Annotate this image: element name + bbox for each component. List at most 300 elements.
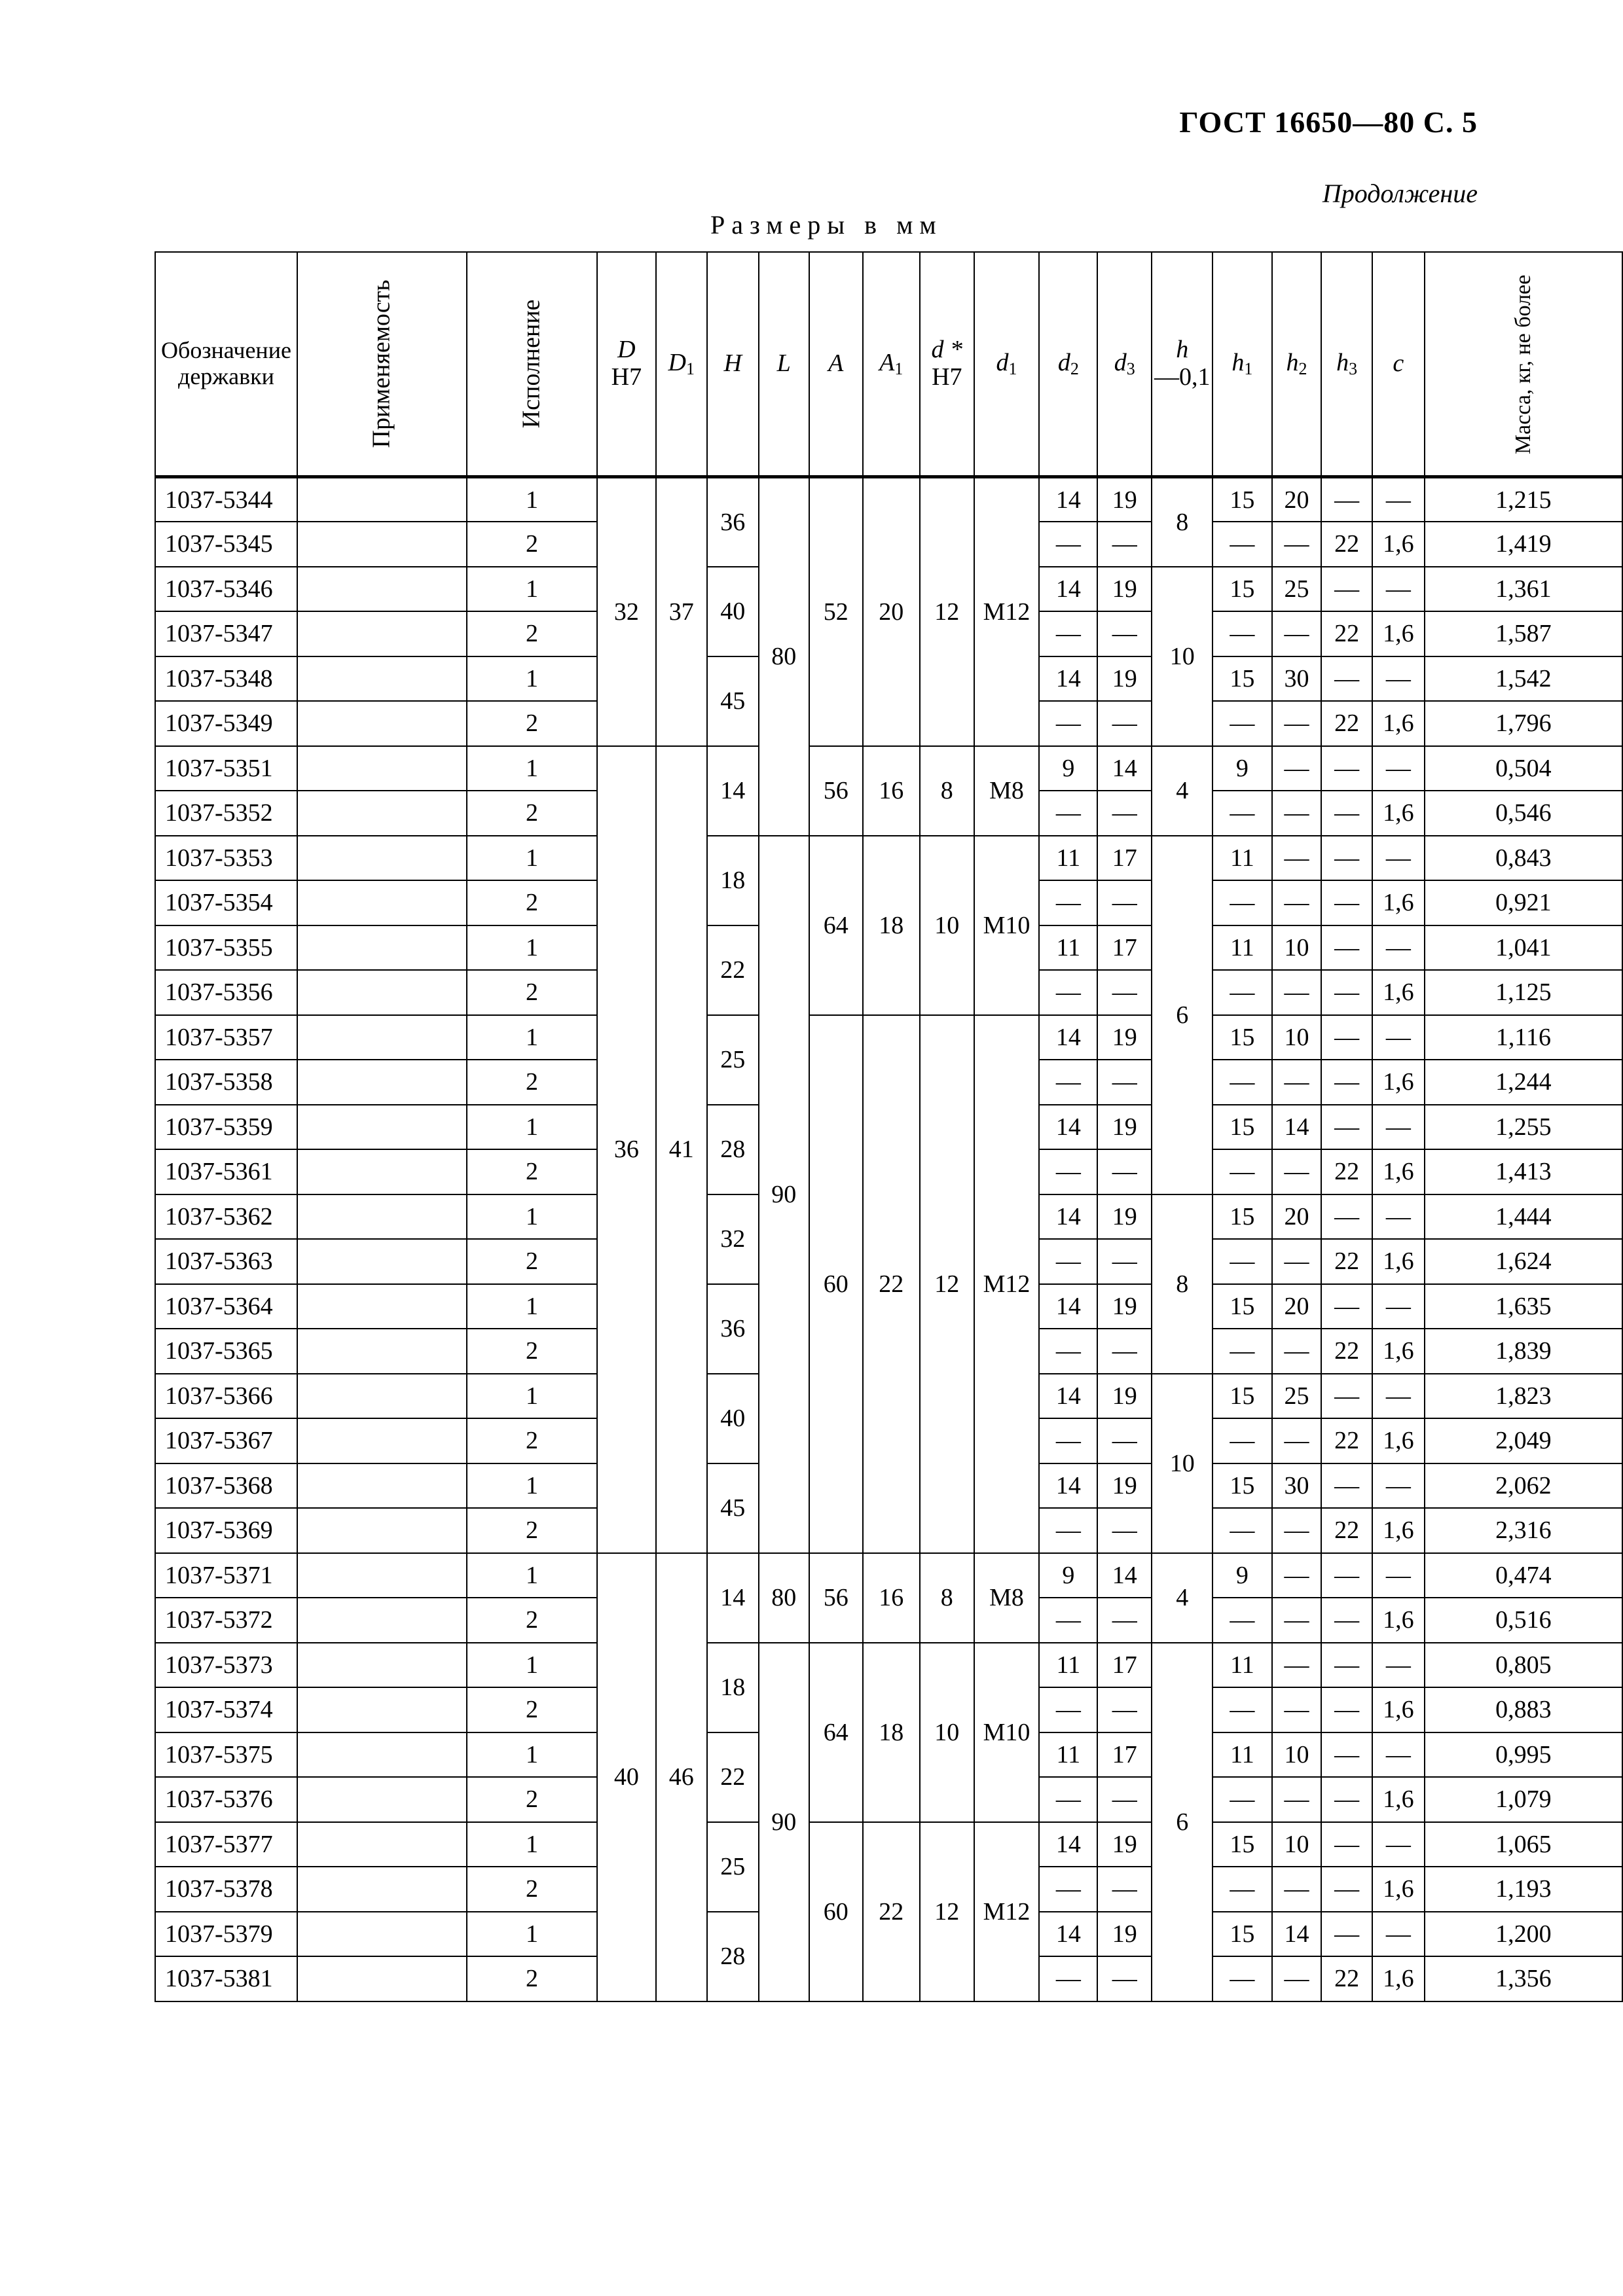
cell-mass: 1,419 [1425, 522, 1622, 567]
cell-c: — [1372, 1015, 1425, 1060]
cell-h3: 22 [1321, 1239, 1372, 1284]
cell-h1: — [1213, 970, 1271, 1015]
cell-h2: — [1272, 1239, 1322, 1284]
cell-h3: — [1321, 1867, 1372, 1912]
cell-designation: 1037-5363 [155, 1239, 297, 1284]
cell-designation: 1037-5373 [155, 1643, 297, 1688]
cell-h: 25 [707, 1822, 759, 1912]
cell-d3: 19 [1097, 1194, 1152, 1240]
cell-mass: 0,546 [1425, 791, 1622, 836]
cell-h3: 22 [1321, 1149, 1372, 1194]
cell-c: 1,6 [1372, 1239, 1425, 1284]
cell-designation: 1037-5377 [155, 1822, 297, 1867]
cell-applicability [297, 1418, 467, 1463]
cell-mass: 1,244 [1425, 1060, 1622, 1105]
cell-d3: — [1097, 1060, 1152, 1105]
cell-d2: 9 [1039, 1553, 1097, 1598]
cell-h3: 22 [1321, 1418, 1372, 1463]
cell-execution: 2 [467, 1060, 597, 1105]
cell-execution: 1 [467, 1912, 597, 1957]
cell-mass: 1,624 [1425, 1239, 1622, 1284]
cell-d2: — [1039, 1867, 1097, 1912]
cell-applicability [297, 1912, 467, 1957]
cell-designation: 1037-5379 [155, 1912, 297, 1957]
cell-d2: 14 [1039, 1284, 1097, 1329]
cell-d2: 14 [1039, 567, 1097, 612]
cell-h2: — [1272, 836, 1322, 881]
cell-h3: — [1321, 1060, 1372, 1105]
cell-d2: — [1039, 1598, 1097, 1643]
cell-l: 90 [759, 1643, 809, 2001]
cell-d: 32 [597, 477, 656, 746]
cell-applicability [297, 1508, 467, 1553]
cell-c: — [1372, 1105, 1425, 1150]
cell-applicability [297, 522, 467, 567]
cell-h2: 20 [1272, 1284, 1322, 1329]
cell-c: 1,6 [1372, 522, 1425, 567]
cell-designation: 1037-5374 [155, 1687, 297, 1732]
cell-designation: 1037-5381 [155, 1956, 297, 2001]
cell-execution: 2 [467, 970, 597, 1015]
cell-h2: 10 [1272, 1732, 1322, 1778]
cell-h3: — [1321, 880, 1372, 925]
cell-d: 40 [597, 1553, 656, 2001]
cell-execution: 2 [467, 880, 597, 925]
cell-a: 56 [809, 1553, 863, 1643]
cell-h3: 22 [1321, 1956, 1372, 2001]
cell-execution: 2 [467, 701, 597, 746]
col-h3: $h_3$ [1321, 252, 1372, 477]
cell-d3: — [1097, 1598, 1152, 1643]
cell-h2: — [1272, 1060, 1322, 1105]
cell-execution: 2 [467, 1777, 597, 1822]
cell-a: 56 [809, 746, 863, 836]
cell-c: — [1372, 1374, 1425, 1419]
cell-h3: — [1321, 746, 1372, 791]
cell-execution: 2 [467, 1867, 597, 1912]
cell-execution: 2 [467, 1687, 597, 1732]
cell-d1: M10 [974, 836, 1040, 1015]
cell-h1: 9 [1213, 746, 1271, 791]
cell-d2: 11 [1039, 1643, 1097, 1688]
cell-applicability [297, 1732, 467, 1778]
cell-h1: — [1213, 1060, 1271, 1105]
cell-execution: 2 [467, 1149, 597, 1194]
cell-execution: 1 [467, 1822, 597, 1867]
cell-h: 25 [707, 1015, 759, 1105]
cell-designation: 1037-5357 [155, 1015, 297, 1060]
cell-h1: 15 [1213, 1463, 1271, 1509]
col-d1: $d_1$ [974, 252, 1040, 477]
cell-d3: — [1097, 522, 1152, 567]
cell-mass: 1,361 [1425, 567, 1622, 612]
cell-d2: — [1039, 1239, 1097, 1284]
cell-d: 8 [920, 746, 974, 836]
cell-d: 12 [920, 1822, 974, 2001]
cell-applicability [297, 1822, 467, 1867]
cell-h2: — [1272, 522, 1322, 567]
cell-applicability [297, 970, 467, 1015]
cell-h3: 22 [1321, 611, 1372, 656]
cell-d3: 19 [1097, 477, 1152, 522]
cell-h3: — [1321, 656, 1372, 702]
cell-c: 1,6 [1372, 701, 1425, 746]
col-d3: $d_3$ [1097, 252, 1152, 477]
table-row [155, 836, 1622, 881]
cell-d2: — [1039, 1418, 1097, 1463]
cell-d3: 14 [1097, 746, 1152, 791]
cell-applicability [297, 1956, 467, 2001]
cell-d3: — [1097, 880, 1152, 925]
cell-h: 8 [1152, 1194, 1213, 1374]
cell-c: 1,6 [1372, 880, 1425, 925]
cell-h: 40 [707, 567, 759, 656]
cell-applicability [297, 1643, 467, 1688]
cell-h: 18 [707, 836, 759, 925]
cell-execution: 1 [467, 925, 597, 971]
cell-mass: 1,215 [1425, 477, 1622, 522]
cell-mass: 1,796 [1425, 701, 1622, 746]
cell-d1: M8 [974, 1553, 1040, 1643]
cell-mass: 0,504 [1425, 746, 1622, 791]
cell-c: 1,6 [1372, 1956, 1425, 2001]
cell-h2: 10 [1272, 925, 1322, 971]
cell-c: — [1372, 925, 1425, 971]
cell-h: 6 [1152, 1643, 1213, 2001]
cell-h2: — [1272, 701, 1322, 746]
cell-h2: — [1272, 1687, 1322, 1732]
cell-h3: — [1321, 1374, 1372, 1419]
cell-h2: — [1272, 746, 1322, 791]
col-designation: Обозначение державки [155, 252, 297, 477]
cell-a1: 22 [863, 1015, 920, 1553]
cell-h: 14 [707, 1553, 759, 1643]
cell-h2: 14 [1272, 1912, 1322, 1957]
table-row [155, 1015, 1622, 1060]
cell-h: 10 [1152, 567, 1213, 746]
cell-c: — [1372, 1463, 1425, 1509]
cell-d3: 14 [1097, 1553, 1152, 1598]
cell-h1: — [1213, 701, 1271, 746]
cell-h2: — [1272, 1956, 1322, 2001]
cell-execution: 1 [467, 567, 597, 612]
cell-designation: 1037-5344 [155, 477, 297, 522]
cell-l: 80 [759, 1553, 809, 1643]
cell-h1: — [1213, 1777, 1271, 1822]
cell-d2: 14 [1039, 1822, 1097, 1867]
cell-h1: — [1213, 522, 1271, 567]
cell-mass: 0,474 [1425, 1553, 1622, 1598]
cell-designation: 1037-5347 [155, 611, 297, 656]
cell-a: 60 [809, 1015, 863, 1553]
cell-h1: 15 [1213, 567, 1271, 612]
col-D: D H7 [597, 252, 656, 477]
cell-h: 14 [707, 746, 759, 836]
cell-mass: 1,125 [1425, 970, 1622, 1015]
cell-h: 8 [1152, 477, 1213, 567]
cell-designation: 1037-5359 [155, 1105, 297, 1150]
cell-designation: 1037-5361 [155, 1149, 297, 1194]
cell-applicability [297, 1867, 467, 1912]
cell-d2: — [1039, 701, 1097, 746]
cell-h: 32 [707, 1194, 759, 1284]
cell-h1: — [1213, 1239, 1271, 1284]
cell-h2: — [1272, 1418, 1322, 1463]
cell-h2: — [1272, 611, 1322, 656]
cell-d2: 9 [1039, 746, 1097, 791]
cell-h3: — [1321, 1105, 1372, 1150]
cell-h2: — [1272, 970, 1322, 1015]
cell-c: 1,6 [1372, 970, 1425, 1015]
cell-c: 1,6 [1372, 1149, 1425, 1194]
col-h: h —0,1 [1152, 252, 1213, 477]
cell-d3: — [1097, 611, 1152, 656]
cell-applicability [297, 1239, 467, 1284]
cell-execution: 1 [467, 1105, 597, 1150]
col-applicability: Применяемость [297, 252, 467, 477]
cell-h2: — [1272, 1643, 1322, 1688]
cell-d2: 11 [1039, 925, 1097, 971]
cell-h2: 30 [1272, 656, 1322, 702]
cell-d2: — [1039, 970, 1097, 1015]
cell-mass: 0,843 [1425, 836, 1622, 881]
cell-h1: 15 [1213, 1194, 1271, 1240]
cell-h3: — [1321, 1598, 1372, 1643]
cell-designation: 1037-5362 [155, 1194, 297, 1240]
cell-execution: 1 [467, 1374, 597, 1419]
cell-execution: 2 [467, 522, 597, 567]
cell-applicability [297, 1777, 467, 1822]
cell-h3: — [1321, 1284, 1372, 1329]
cell-c: 1,6 [1372, 611, 1425, 656]
cell-d3: 17 [1097, 1643, 1152, 1688]
cell-mass: 1,542 [1425, 656, 1622, 702]
continuation-label: Продолжение [1322, 179, 1478, 208]
cell-h2: — [1272, 791, 1322, 836]
cell-c: 1,6 [1372, 1777, 1425, 1822]
cell-h: 10 [1152, 1374, 1213, 1553]
cell-h1: — [1213, 1329, 1271, 1374]
cell-execution: 2 [467, 1418, 597, 1463]
col-h1: $h_1$ [1213, 252, 1271, 477]
cell-d2: — [1039, 1687, 1097, 1732]
cell-h3: 22 [1321, 701, 1372, 746]
cell-execution: 2 [467, 1956, 597, 2001]
cell-d: 8 [920, 1553, 974, 1643]
cell-applicability [297, 1598, 467, 1643]
cell-h1: 11 [1213, 1732, 1271, 1778]
cell-execution: 1 [467, 1643, 597, 1688]
cell-h1: 11 [1213, 836, 1271, 881]
cell-h: 40 [707, 1374, 759, 1463]
cell-d2: 14 [1039, 1463, 1097, 1509]
col-D1: $D_1$ [656, 252, 707, 477]
cell-applicability [297, 656, 467, 702]
cell-d1: M8 [974, 746, 1040, 836]
cell-applicability [297, 1687, 467, 1732]
cell-h1: — [1213, 611, 1271, 656]
cell-applicability [297, 746, 467, 791]
cell-h1: — [1213, 1598, 1271, 1643]
cell-h2: 20 [1272, 477, 1322, 522]
cell-d2: 14 [1039, 1912, 1097, 1957]
cell-h2: 10 [1272, 1822, 1322, 1867]
cell-execution: 1 [467, 656, 597, 702]
col-execution: Исполнение [467, 252, 597, 477]
cell-h2: — [1272, 1508, 1322, 1553]
cell-h3: — [1321, 1822, 1372, 1867]
cell-applicability [297, 477, 467, 522]
cell-applicability [297, 880, 467, 925]
cell-h3: — [1321, 1643, 1372, 1688]
cell-h2: 14 [1272, 1105, 1322, 1150]
cell-designation: 1037-5351 [155, 746, 297, 791]
cell-h2: 10 [1272, 1015, 1322, 1060]
cell-c: — [1372, 1553, 1425, 1598]
cell-h1: — [1213, 791, 1271, 836]
cell-designation: 1037-5364 [155, 1284, 297, 1329]
cell-applicability [297, 1015, 467, 1060]
cell-applicability [297, 701, 467, 746]
cell-h1: 15 [1213, 1284, 1271, 1329]
standard-number: ГОСТ 16650—80 С. 5 [1179, 105, 1478, 139]
cell-h3: — [1321, 791, 1372, 836]
cell-h: 22 [707, 925, 759, 1015]
cell-mass: 1,635 [1425, 1284, 1622, 1329]
cell-execution: 2 [467, 1508, 597, 1553]
cell-applicability [297, 925, 467, 971]
cell-h2: — [1272, 1777, 1322, 1822]
cell-d: 36 [597, 746, 656, 1553]
cell-applicability [297, 1553, 467, 1598]
cell-a: 60 [809, 1822, 863, 2001]
cell-h: 36 [707, 477, 759, 567]
cell-mass: 2,316 [1425, 1508, 1622, 1553]
cell-execution: 2 [467, 1329, 597, 1374]
cell-execution: 2 [467, 791, 597, 836]
cell-h1: — [1213, 1956, 1271, 2001]
cell-d3: — [1097, 1956, 1152, 2001]
cell-d1: 46 [656, 1553, 707, 2001]
cell-mass: 0,995 [1425, 1732, 1622, 1778]
cell-c: 1,6 [1372, 1687, 1425, 1732]
cell-d3: 19 [1097, 656, 1152, 702]
cell-mass: 0,516 [1425, 1598, 1622, 1643]
cell-a1: 16 [863, 746, 920, 836]
cell-h3: — [1321, 1732, 1372, 1778]
cell-c: 1,6 [1372, 1418, 1425, 1463]
cell-execution: 1 [467, 746, 597, 791]
table-row [155, 1822, 1622, 1867]
cell-applicability [297, 1284, 467, 1329]
cell-h1: 9 [1213, 1553, 1271, 1598]
cell-d3: — [1097, 1149, 1152, 1194]
cell-d2: — [1039, 611, 1097, 656]
cell-h1: 15 [1213, 656, 1271, 702]
cell-d3: 17 [1097, 1732, 1152, 1778]
cell-d3: — [1097, 1867, 1152, 1912]
cell-h3: — [1321, 567, 1372, 612]
col-h2: $h_2$ [1272, 252, 1322, 477]
cell-c: 1,6 [1372, 791, 1425, 836]
cell-h3: — [1321, 836, 1372, 881]
cell-mass: 1,116 [1425, 1015, 1622, 1060]
cell-a1: 22 [863, 1822, 920, 2001]
cell-designation: 1037-5348 [155, 656, 297, 702]
cell-h: 18 [707, 1643, 759, 1732]
cell-h3: 22 [1321, 522, 1372, 567]
cell-c: — [1372, 1643, 1425, 1688]
cell-execution: 2 [467, 611, 597, 656]
cell-designation: 1037-5368 [155, 1463, 297, 1509]
cell-d3: — [1097, 791, 1152, 836]
cell-d3: — [1097, 1687, 1152, 1732]
cell-d3: 19 [1097, 1463, 1152, 1509]
cell-c: — [1372, 1732, 1425, 1778]
cell-d: 10 [920, 1643, 974, 1822]
cell-h1: — [1213, 1508, 1271, 1553]
cell-h2: — [1272, 880, 1322, 925]
cell-designation: 1037-5354 [155, 880, 297, 925]
cell-d2: — [1039, 1329, 1097, 1374]
cell-d2: 11 [1039, 836, 1097, 881]
cell-d: 12 [920, 1015, 974, 1553]
cell-mass: 1,587 [1425, 611, 1622, 656]
cell-h2: 20 [1272, 1194, 1322, 1240]
cell-h1: 15 [1213, 1912, 1271, 1957]
cell-a: 52 [809, 477, 863, 746]
cell-execution: 1 [467, 836, 597, 881]
cell-d3: 19 [1097, 1015, 1152, 1060]
cell-c: 1,6 [1372, 1508, 1425, 1553]
cell-h3: — [1321, 1553, 1372, 1598]
cell-applicability [297, 1060, 467, 1105]
cell-applicability [297, 1374, 467, 1419]
cell-a1: 18 [863, 1643, 920, 1822]
table-row [155, 477, 1622, 522]
cell-d3: — [1097, 1508, 1152, 1553]
cell-a1: 20 [863, 477, 920, 746]
cell-h: 45 [707, 656, 759, 746]
cell-mass: 0,805 [1425, 1643, 1622, 1688]
cell-d3: — [1097, 1777, 1152, 1822]
cell-d1: 41 [656, 746, 707, 1553]
cell-h: 28 [707, 1912, 759, 2001]
cell-d2: — [1039, 1149, 1097, 1194]
cell-d2: 14 [1039, 1105, 1097, 1150]
cell-designation: 1037-5376 [155, 1777, 297, 1822]
cell-c: — [1372, 1284, 1425, 1329]
cell-d: 12 [920, 477, 974, 746]
cell-d3: — [1097, 970, 1152, 1015]
cell-h2: — [1272, 1553, 1322, 1598]
cell-d1: M12 [974, 477, 1040, 746]
col-H: H [707, 252, 759, 477]
cell-execution: 1 [467, 1463, 597, 1509]
cell-d2: 14 [1039, 1194, 1097, 1240]
cell-applicability [297, 1105, 467, 1150]
cell-d3: 19 [1097, 1374, 1152, 1419]
cell-execution: 2 [467, 1239, 597, 1284]
cell-mass: 1,065 [1425, 1822, 1622, 1867]
cell-h3: 22 [1321, 1508, 1372, 1553]
cell-h2: — [1272, 1867, 1322, 1912]
cell-c: — [1372, 477, 1425, 522]
cell-designation: 1037-5375 [155, 1732, 297, 1778]
cell-d2: — [1039, 880, 1097, 925]
table-row [155, 1553, 1622, 1598]
cell-h1: 15 [1213, 477, 1271, 522]
